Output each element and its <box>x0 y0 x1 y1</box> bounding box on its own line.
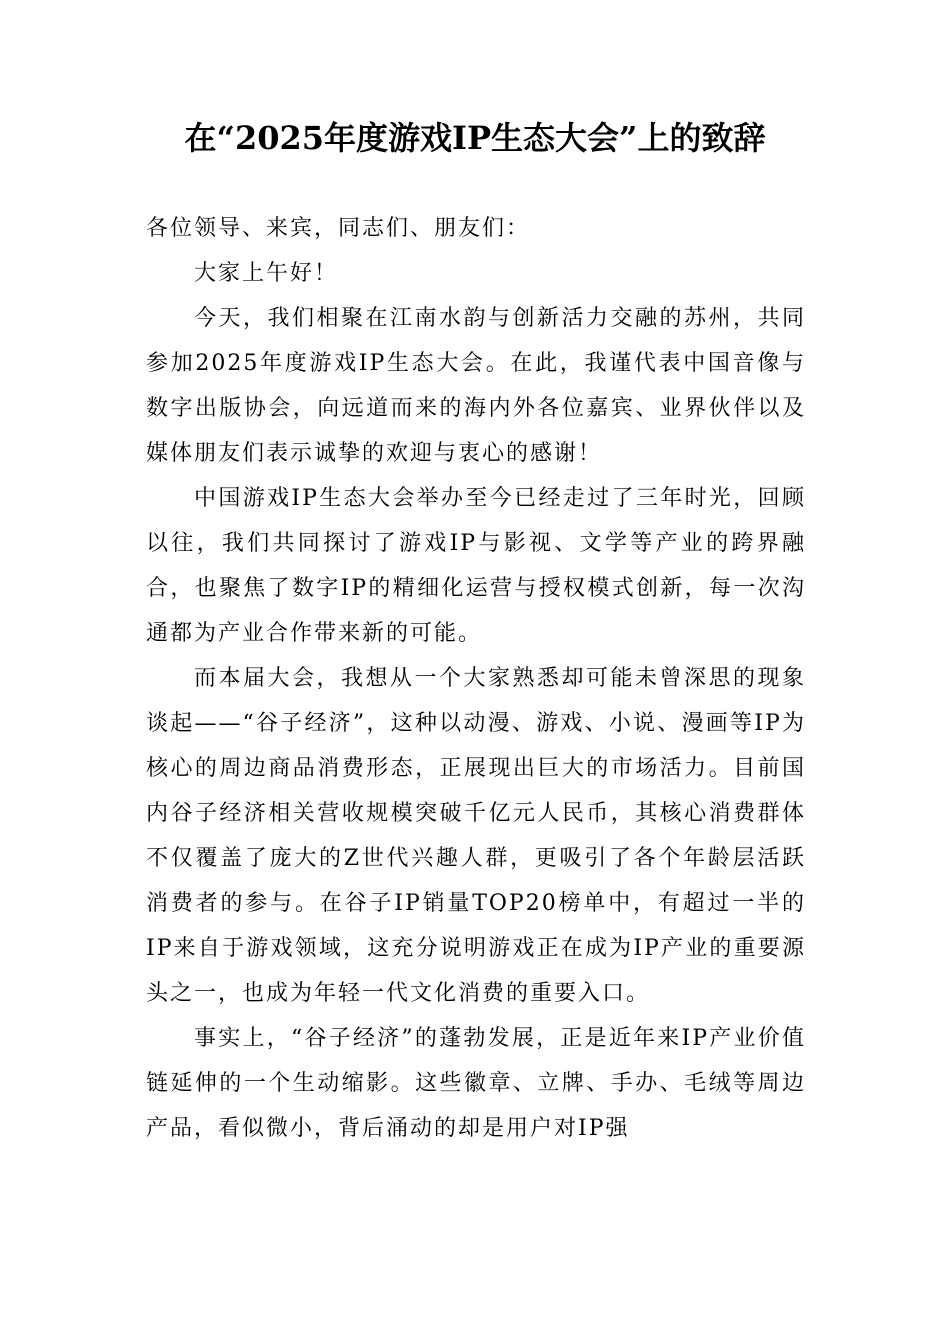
document-body <box>146 206 806 1151</box>
salutation: 各位领导、来宾，同志们、朋友们： <box>146 216 531 241</box>
paragraph-welcome: 今天，我们相聚在江南水韵与创新活力交融的苏州，共同参加2025年度游戏IP生态大会。在此，我谨代表中国音像与数字出版协会，向远道而来的海内外各位嘉宾、业界伙伴以及媒体朋友们表示诚挚的欢迎与衷心的感谢！ <box>146 306 806 466</box>
paragraph-value-chain: 事实上，“谷子经济”的蓬勃发展，正是近年来IP产业价值链延伸的一个生动缩影。这些徽章、立牌、手办、毛绒等周边产品，看似微小，背后涌动的却是用户对IP强 <box>146 1026 806 1141</box>
paragraph-guzi-economy: 而本届大会，我想从一个大家熟悉却可能未曾深思的现象谈起——“谷子经济”，这种以动漫、游戏、小说、漫画等IP为核心的周边商品消费形态，正展现出巨大的市场活力。目前国内谷子经济相关营收规模突破千亿元人民币，其核心消费群体不仅覆盖了庞大的Z世代兴趣人群，更吸引了各个年龄层活跃消费者的参与。在谷子IP销量TOP20榜单中，有超过一半的IP来自于游戏领域，这充分说明游戏正在成为IP产业的重要源头之一，也成为年轻一代文化消费的重要入口。 <box>146 666 806 1006</box>
paragraph-history: 中国游戏IP生态大会举办至今已经走过了三年时光，回顾以往，我们共同探讨了游戏IP与影视、文学等产业的跨界融合，也聚焦了数字IP的精细化运营与授权模式创新，每一次沟通都为产业合作带来新的可能。 <box>146 486 806 646</box>
paragraph-greeting: 大家上午好！ <box>194 261 339 286</box>
document-title: 在“2025年度游戏IP生态大会”上的致辞 <box>184 119 766 157</box>
